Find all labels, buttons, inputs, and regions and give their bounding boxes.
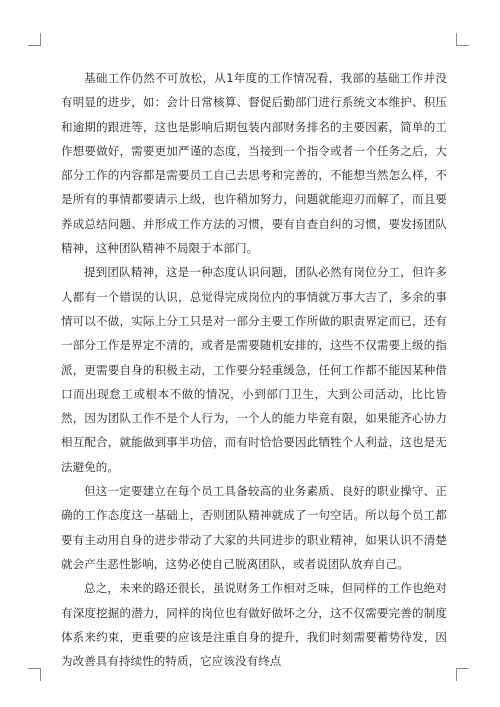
- document-body: [61, 66, 447, 673]
- paragraph-foundation: 但这一定要建立在每个员工具备较高的业务素质、良好的职业操守、正确的工作态度这一基础上，否则团队精神就成了一句空话。所以每个员工都要有主动用自身的进步带动了大家的共同进步的职业精神，如果认识不清楚就会产生恶性影响，这势必使自己脱离团队，或者说团队放弃自己。: [61, 484, 447, 571]
- bottom-left-crop-mark: [28, 668, 41, 681]
- top-right-crop-mark: [456, 33, 469, 46]
- top-left-crop-mark: [28, 33, 41, 46]
- bottom-right-crop-mark: [456, 668, 469, 681]
- paragraph-team-spirit: 提到团队精神，这是一种态度认识问题，团队必然有岗位分工，但许多人都有一个错误的认识，总觉得完成岗位内的事情就万事大吉了，多余的事情可以不做，实际上分工只是对一部分主要工作所做的职责界定而已，还有一部分工作是界定不清的，或者是需要随机安排的，这些不仅需要上级的指派，更需要自身的积极主动，工作要分轻重缓急，任何工作都不能因某种借口而出现怠工或根本不做的情况，小到部门卫生，大到公司活动，比比皆然，因为团队工作不是个人行为，一个人的能力毕竟有限，如果能齐心协力相互配合，就能做到事半功倍，而有时恰恰要因此牺牲个人利益，这也是无法避免的。: [61, 265, 447, 474]
- paragraph-basic-work: 基础工作仍然不可放松，从1年度的工作情况看，我部的基础工作并没有明显的进步，如：会计日常核算、督促后勤部门进行系统文本维护、积压和逾期的跟进等，这也是影响后期包装内部财务排名的主要因素，简单的工作想要做好，需要更加严谨的态度，当接到一个指令或者一个任务之后，大部分工作的内容都是需要员工自己去思考和完善的，不能想当然怎么样，不是所有的事情都要请示上级，也许稍加努力，问题就能迎刃而解了，而且要养成总结问题、并形成工作方法的习惯，要有自查自纠的习惯，要发扬团队精神，这种团队精神不局限于本部门。: [61, 71, 447, 256]
- paragraph-conclusion: 总之，未来的路还很长，虽说财务工作相对乏味，但同样的工作也绝对有深度挖掘的潜力，同样的岗位也有做好做坏之分，这不仅需要完善的制度体系来约束，更重要的应该是注重自身的提升，我们时刻需要蓄势待发，因为改善具有持续性的特质，它应该没有终点: [61, 581, 447, 669]
